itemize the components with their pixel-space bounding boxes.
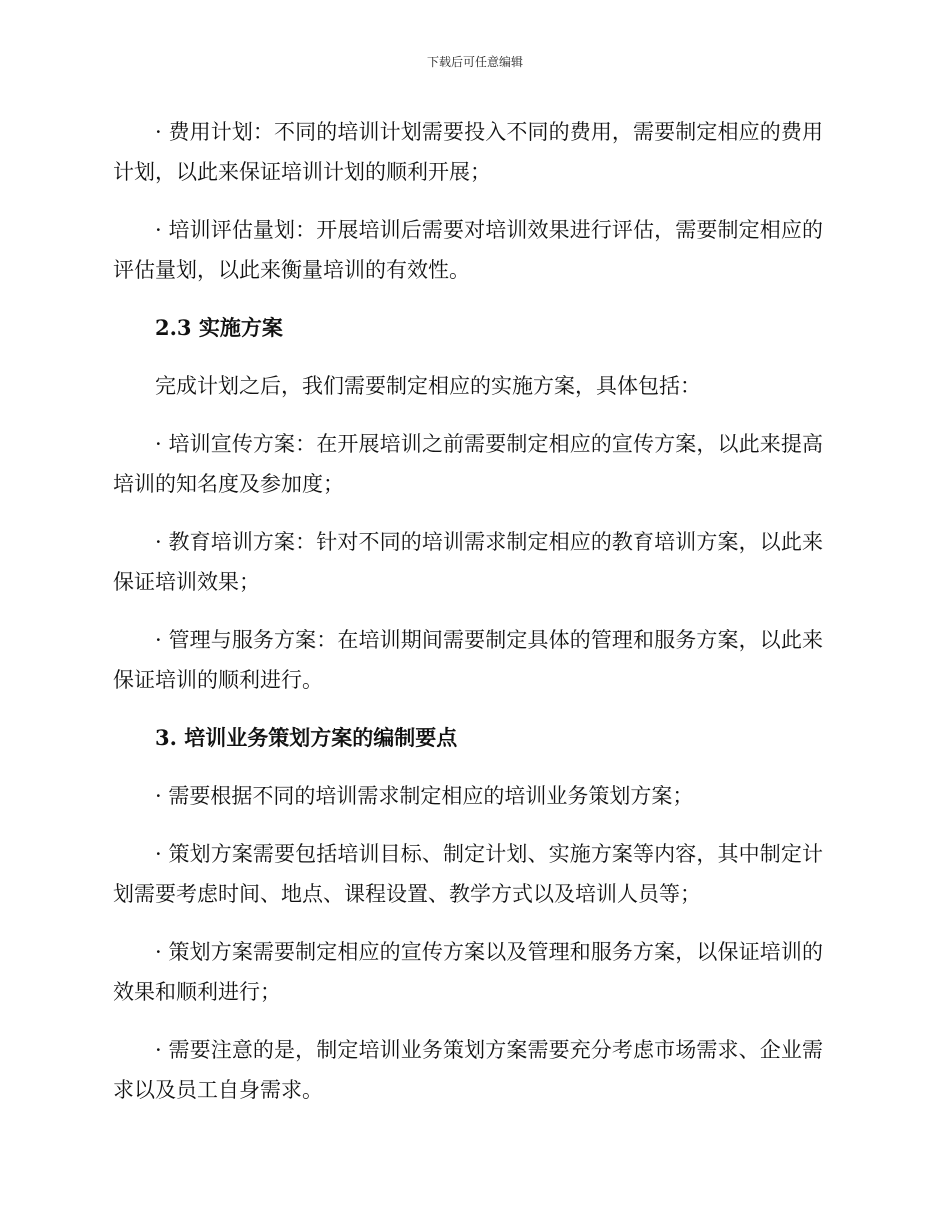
paragraph-evaluation-plan: · 培训评估量划：开展培训后需要对培训效果进行评估，需要制定相应的评估量划，以此来衡量培训的有效性。	[113, 218, 823, 282]
paragraph-key-point-1: · 需要根据不同的培训需求制定相应的培训业务策划方案；	[155, 784, 694, 808]
paragraph-education-plan: · 教育培训方案：针对不同的培训需求制定相应的教育培训方案，以此来保证培训效果；	[113, 530, 823, 594]
paragraph-management-plan: · 管理与服务方案：在培训期间需要制定具体的管理和服务方案，以此来保证培训的顺利进行。	[113, 628, 823, 692]
paragraph-implementation-intro: 完成计划之后，我们需要制定相应的实施方案，具体包括：	[155, 374, 701, 398]
paragraph-key-point-2: · 策划方案需要包括培训目标、制定计划、实施方案等内容，其中制定计划需要考虑时间、地点、课程设置、教学方式以及培训人员等；	[113, 842, 823, 906]
section-heading-implementation: 2.3 实施方案	[155, 315, 283, 340]
section-heading-key-points: 3. 培训业务策划方案的编制要点	[155, 725, 458, 750]
paragraph-key-point-3: · 策划方案需要制定相应的宣传方案以及管理和服务方案，以保证培训的效果和顺利进行；	[113, 940, 823, 1004]
paragraph-cost-plan: · 费用计划：不同的培训计划需要投入不同的费用，需要制定相应的费用计划，以此来保证培训计划的顺利开展；	[113, 120, 823, 184]
document-body	[113, 112, 823, 1128]
page-header: 下载后可任意编辑	[426, 55, 523, 69]
paragraph-promotion-plan: · 培训宣传方案：在开展培训之前需要制定相应的宣传方案，以此来提高培训的知名度及参加度；	[113, 432, 823, 496]
paragraph-key-point-4: · 需要注意的是，制定培训业务策划方案需要充分考虑市场需求、企业需求以及员工自身需求。	[113, 1038, 823, 1102]
